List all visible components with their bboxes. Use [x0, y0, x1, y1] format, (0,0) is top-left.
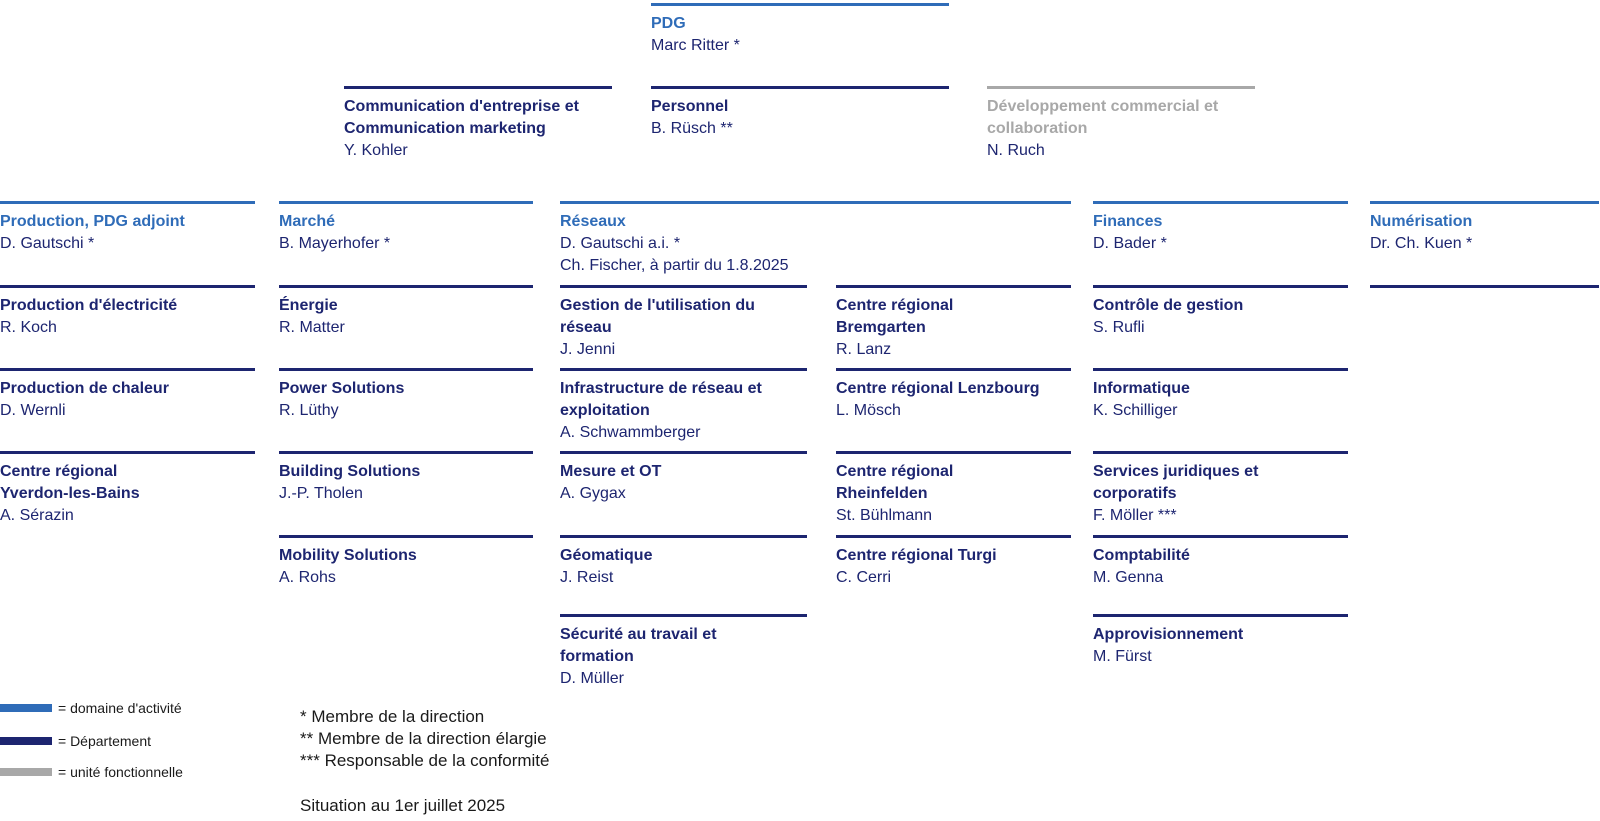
box-title: Énergie — [279, 297, 338, 314]
department-bar — [560, 614, 807, 617]
box-person: J. Jenni — [560, 341, 616, 358]
legend-department-label: = Département — [58, 733, 151, 749]
org-box-infra-reseau — [560, 368, 807, 444]
department-bar — [279, 451, 533, 454]
box-title: Centre régional Lenzbourg — [836, 380, 1040, 397]
department-bar — [836, 285, 1071, 288]
box-person: L. Mösch — [836, 402, 901, 419]
department-bar — [651, 86, 949, 89]
functional-bar — [987, 86, 1255, 89]
department-bar — [836, 368, 1071, 371]
legend-functional-swatch — [0, 768, 52, 776]
department-bar — [279, 535, 533, 538]
department-bar — [560, 451, 807, 454]
box-person: C. Cerri — [836, 569, 892, 586]
department-bar — [1093, 535, 1348, 538]
org-box-cr-rheinfelden — [836, 451, 1071, 527]
box-title: Power Solutions — [279, 380, 405, 397]
box-person: Y. Kohler — [344, 142, 408, 159]
box-title: Marché — [279, 213, 336, 230]
status-date: Situation au 1er juillet 2025 — [300, 796, 506, 815]
box-person: J.-P. Tholen — [279, 485, 363, 502]
box-title: Services juridiques et corporatifs — [1093, 463, 1259, 502]
legend-department-swatch — [0, 737, 52, 745]
box-title: PDG — [651, 15, 686, 32]
department-bar — [279, 368, 533, 371]
box-person: B. Rüsch ** — [651, 120, 733, 137]
box-title: Centre régional Yverdon-les-Bains — [0, 463, 140, 502]
org-box-cr-bremgarten — [836, 285, 1071, 361]
department-bar — [836, 535, 1071, 538]
box-person: N. Ruch — [987, 142, 1045, 159]
box-person: D. Bader * — [1093, 235, 1167, 252]
org-box-prod-elec — [0, 285, 255, 339]
box-title: Building Solutions — [279, 463, 421, 480]
org-box-approvisionnement — [1093, 614, 1348, 668]
box-person: S. Rufli — [1093, 319, 1145, 336]
department-bar — [0, 285, 255, 288]
org-box-ceo — [651, 3, 949, 57]
footnotes — [300, 706, 549, 772]
org-box-marche — [279, 201, 533, 255]
domain-bar — [1093, 201, 1348, 204]
org-box-devcom — [987, 86, 1255, 162]
box-title: Production, PDG adjoint — [0, 213, 185, 230]
box-title: Numérisation — [1370, 213, 1473, 230]
footnote-direction-elargie: ** Membre de la direction élargie — [300, 729, 547, 748]
box-title: Finances — [1093, 213, 1163, 230]
box-person: F. Möller *** — [1093, 507, 1177, 524]
box-title: Contrôle de gestion — [1093, 297, 1244, 314]
department-bar — [560, 285, 807, 288]
box-person: D. Gautschi a.i. * Ch. Fischer, à partir du 1.8.2025 — [560, 235, 789, 274]
domain-bar — [560, 201, 1071, 204]
box-person: M. Genna — [1093, 569, 1164, 586]
org-box-informatique — [1093, 368, 1348, 422]
box-person: Marc Ritter * — [651, 37, 740, 54]
box-person: D. Müller — [560, 670, 625, 687]
box-title: Centre régional Bremgarten — [836, 297, 954, 336]
box-person: St. Bühlmann — [836, 507, 933, 524]
box-title: Approvisionnement — [1093, 626, 1244, 643]
box-title: Mobility Solutions — [279, 547, 417, 564]
box-title: Personnel — [651, 98, 729, 115]
box-person: R. Lanz — [836, 341, 892, 358]
footnote-direction: * Membre de la direction — [300, 707, 485, 726]
box-person: A. Gygax — [560, 485, 626, 502]
box-person: Dr. Ch. Kuen * — [1370, 235, 1473, 252]
box-person: D. Wernli — [0, 402, 66, 419]
org-box-cr-lenzbourg — [836, 368, 1071, 422]
legend-functional-label: = unité fonctionnelle — [58, 764, 183, 780]
box-title: Gestion de l'utilisation du réseau — [560, 297, 755, 336]
box-person: K. Schilliger — [1093, 402, 1178, 419]
org-box-production — [0, 201, 255, 255]
legend-functional — [0, 763, 183, 781]
box-title: Centre régional Turgi — [836, 547, 997, 564]
box-title: Informatique — [1093, 380, 1190, 397]
box-person: M. Fürst — [1093, 648, 1152, 665]
org-box-cr-turgi — [836, 535, 1071, 589]
org-box-communication — [344, 86, 612, 162]
department-bar — [1093, 614, 1348, 617]
org-box-prod-chaleur — [0, 368, 255, 422]
box-title: Communication d'entreprise et Communication marketing — [344, 98, 579, 137]
department-bar — [1093, 368, 1348, 371]
box-person: A. Schwammberger — [560, 424, 701, 441]
legend-domain-label: = domaine d'activité — [58, 700, 182, 716]
box-title: Centre régional Rheinfelden — [836, 463, 954, 502]
org-box-geomatique — [560, 535, 807, 589]
department-bar — [1093, 285, 1348, 288]
box-title: Réseaux — [560, 213, 626, 230]
box-person: A. Sérazin — [0, 507, 74, 524]
org-box-building — [279, 451, 533, 505]
org-box-comptabilite — [1093, 535, 1348, 589]
domain-bar — [1370, 201, 1599, 204]
org-box-juridique — [1093, 451, 1348, 527]
domain-bar — [279, 201, 533, 204]
legend-domain-swatch — [0, 704, 52, 712]
department-bar — [1093, 451, 1348, 454]
department-bar — [0, 451, 255, 454]
department-bar — [344, 86, 612, 89]
org-box-cr-yverdon — [0, 451, 255, 527]
box-person: D. Gautschi * — [0, 235, 95, 252]
department-bar — [836, 451, 1071, 454]
box-title: Mesure et OT — [560, 463, 662, 480]
box-person: B. Mayerhofer * — [279, 235, 391, 252]
box-person: R. Matter — [279, 319, 345, 336]
domain-bar — [0, 201, 255, 204]
box-title: Sécurité au travail et formation — [560, 626, 717, 665]
org-box-power — [279, 368, 533, 422]
box-title: Infrastructure de réseau et exploitation — [560, 380, 762, 419]
org-box-personnel — [651, 86, 949, 140]
legend-department — [0, 732, 151, 750]
department-bar — [560, 368, 807, 371]
department-bar — [560, 535, 807, 538]
org-box-reseaux — [560, 201, 1071, 277]
box-title: Production d'électricité — [0, 297, 178, 314]
org-box-mobility — [279, 535, 533, 589]
org-box-energie — [279, 285, 533, 339]
org-box-numerisation-empty — [1370, 285, 1599, 295]
box-title: Comptabilité — [1093, 547, 1190, 564]
org-box-controle — [1093, 285, 1348, 339]
org-box-securite — [560, 614, 807, 690]
org-box-gestion-reseau — [560, 285, 807, 361]
org-box-finances — [1093, 201, 1348, 255]
box-title: Production de chaleur — [0, 380, 169, 397]
box-title: Développement commercial et collaboration — [987, 98, 1219, 137]
org-box-numerisation — [1370, 201, 1599, 255]
department-bar — [279, 285, 533, 288]
footnote-conformite: *** Responsable de la conformité — [300, 751, 550, 770]
department-bar — [1370, 285, 1599, 288]
box-person: J. Reist — [560, 569, 614, 586]
box-person: R. Lüthy — [279, 402, 339, 419]
domain-bar — [651, 3, 949, 6]
department-bar — [0, 368, 255, 371]
box-person: R. Koch — [0, 319, 57, 336]
box-title: Géomatique — [560, 547, 653, 564]
box-person: A. Rohs — [279, 569, 336, 586]
org-box-mesure — [560, 451, 807, 505]
legend-domain — [0, 699, 182, 717]
